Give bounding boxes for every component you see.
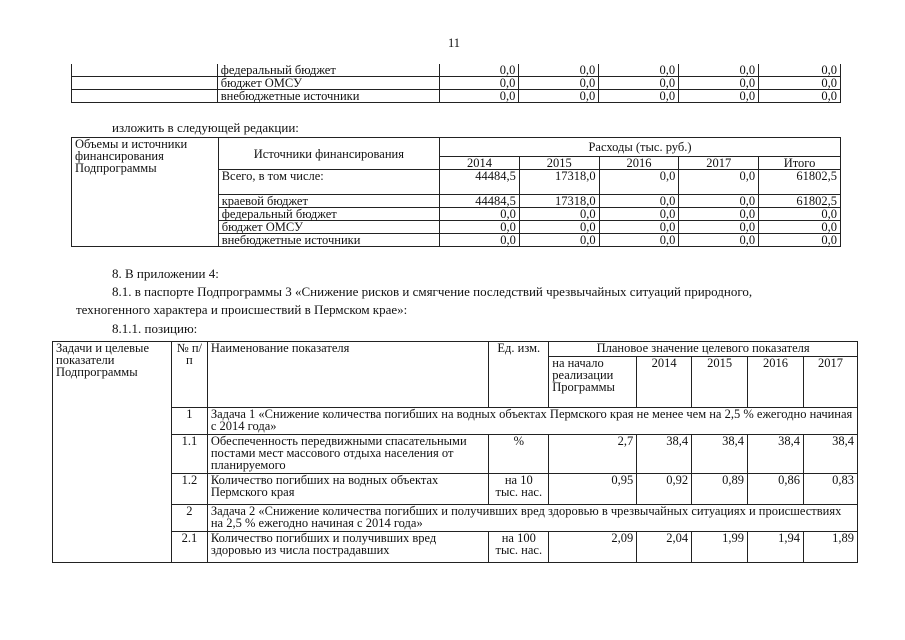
instruction-text: изложить в следующей редакции: [112,120,299,135]
goals-head-name: Наименование показателя [207,342,488,408]
cell-value: 38,4 [637,435,692,474]
cell-value: 0,0 [439,64,519,77]
indicator-unit: на 10 тыс. нас. [489,474,549,505]
expenses-header: Расходы (тыс. руб.) [440,138,841,157]
cell-value: 0,0 [599,64,679,77]
paragraph-8-1-line1: 8.1. в паспорте Подпрограммы 3 «Снижение рисков и смягчение последствий чрезвычайных ситуаций природного, [112,284,753,299]
cell-value: 0,0 [759,77,841,90]
goals-head-start: на начало реализации Программы [549,357,637,408]
paragraph-8-1-line2: техногенного характера и происшествий в Пермском крае»: [76,302,408,317]
indicator-start: 2,09 [549,532,637,563]
indicator-name: Обеспеченность передвижными спасательными постами мест массового отдыха населения от планируемого [207,435,488,474]
cell-value: 0,0 [439,77,519,90]
paragraph-8: 8. В приложении 4: [112,266,219,281]
page-number: 11 [448,36,461,50]
indicator-start: 0,95 [549,474,637,505]
task-num: 1 [171,408,207,435]
cell-value: 0,0 [679,77,759,90]
source-label: Всего, в том числе: [218,170,439,195]
task-text: Задача 1 «Снижение количества погибших на водных объектах Пермского края не менее чем на 2,5 % ежегодно начиная с 2014 года» [207,408,857,435]
cell-value: 1,94 [748,532,804,563]
paragraph-8-1-1: 8.1.1. позицию: [112,321,198,336]
cell-value: 0,0 [440,208,520,221]
cell-value: 0,0 [599,170,679,195]
cell-value: 0,0 [440,221,520,234]
goals-head-num: № п/п [171,342,207,408]
cell-value: 38,4 [748,435,804,474]
cell-value: 0,0 [599,221,679,234]
table-row [53,435,858,474]
source-label: внебюджетные источники [217,90,439,103]
table-row [53,505,858,532]
cell-value: 2,04 [637,532,692,563]
cell-value: 0,0 [439,90,519,103]
cell-value: 0,0 [759,208,841,221]
indicator-name: Количество погибших и получивших вред здоровью из числа пострадавших [207,532,488,563]
table-financing [71,137,841,247]
cell-value: 0,0 [519,221,599,234]
table-row [72,90,841,103]
cell-value: 0,0 [759,234,841,247]
cell-value: 0,0 [519,90,599,103]
cell-value: 0,0 [679,170,759,195]
cell-value: 0,89 [692,474,748,505]
year-header: 2015 [519,157,599,170]
source-label: краевой бюджет [218,195,439,208]
cell-value: 38,4 [803,435,857,474]
cell-value: 0,0 [599,208,679,221]
cell-value: 17318,0 [519,170,599,195]
year-header: 2016 [599,157,679,170]
cell-value: 38,4 [692,435,748,474]
cell-value: 0,0 [519,77,599,90]
cell-value: 0,0 [519,64,599,77]
cell-value: 0,92 [637,474,692,505]
table-row [53,474,858,505]
year-header: 2017 [679,157,759,170]
cell-value: 0,0 [519,208,599,221]
goals-head-unit: Ед. изм. [489,342,549,408]
table-goals [52,341,858,563]
year-header: 2016 [748,357,804,408]
cell-value: 0,0 [599,234,679,247]
year-header: 2014 [637,357,692,408]
cell-value: 17318,0 [519,195,599,208]
goals-head-tasks: Задачи и целевые показатели Подпрограммы [53,342,172,563]
source-label: федеральный бюджет [217,64,439,77]
table-row [53,532,858,563]
cell-value: 0,0 [679,221,759,234]
cell-value: 0,0 [679,64,759,77]
cell-value: 0,0 [599,90,679,103]
cell-value: 61802,5 [759,170,841,195]
source-label: бюджет ОМСУ [217,77,439,90]
cell-value: 0,0 [679,234,759,247]
cell-value: 0,86 [748,474,804,505]
financing-head-col1: Объемы и источники финансирования Подпрограммы [72,138,219,247]
cell-value: 1,89 [803,532,857,563]
cell-value: 61802,5 [759,195,841,208]
task-text: Задача 2 «Снижение количества погибших и получивших вред здоровью в чрезвычайных ситуациях и происшествиях на 2,5 % ежегодно начиная с 2014 года» [207,505,857,532]
cell-value: 0,83 [803,474,857,505]
year-header: 2015 [692,357,748,408]
goals-head-plan: Плановое значение целевого показателя [549,342,858,357]
source-label: внебюджетные источники [218,234,439,247]
table-row [53,408,858,435]
cell-value: 0,0 [599,77,679,90]
row-num: 2.1 [171,532,207,563]
cell-value: 0,0 [679,90,759,103]
cell-value: 0,0 [519,234,599,247]
source-label: бюджет ОМСУ [218,221,439,234]
cell-value: 0,0 [759,90,841,103]
table-row [72,64,841,77]
year-header: 2014 [440,157,520,170]
cell-value: 0,0 [759,221,841,234]
cell-value: 0,0 [679,195,759,208]
row-num: 1.2 [171,474,207,505]
indicator-name: Количество погибших на водных объектах Пермского края [207,474,488,505]
cell-value: 0,0 [759,64,841,77]
task-num: 2 [171,505,207,532]
cell-value: 0,0 [440,234,520,247]
source-label: федеральный бюджет [218,208,439,221]
cell-value: 0,0 [599,195,679,208]
row-num: 1.1 [171,435,207,474]
indicator-start: 2,7 [549,435,637,474]
cell-value: 1,99 [692,532,748,563]
year-header: 2017 [803,357,857,408]
cell-value: 44484,5 [440,170,520,195]
sources-header: Источники финансирования [218,138,439,170]
table-top [71,64,841,103]
indicator-unit: на 100 тыс. нас. [489,532,549,563]
cell-value: 44484,5 [440,195,520,208]
year-header: Итого [759,157,841,170]
table-row [72,77,841,90]
cell-value: 0,0 [679,208,759,221]
indicator-unit: % [489,435,549,474]
